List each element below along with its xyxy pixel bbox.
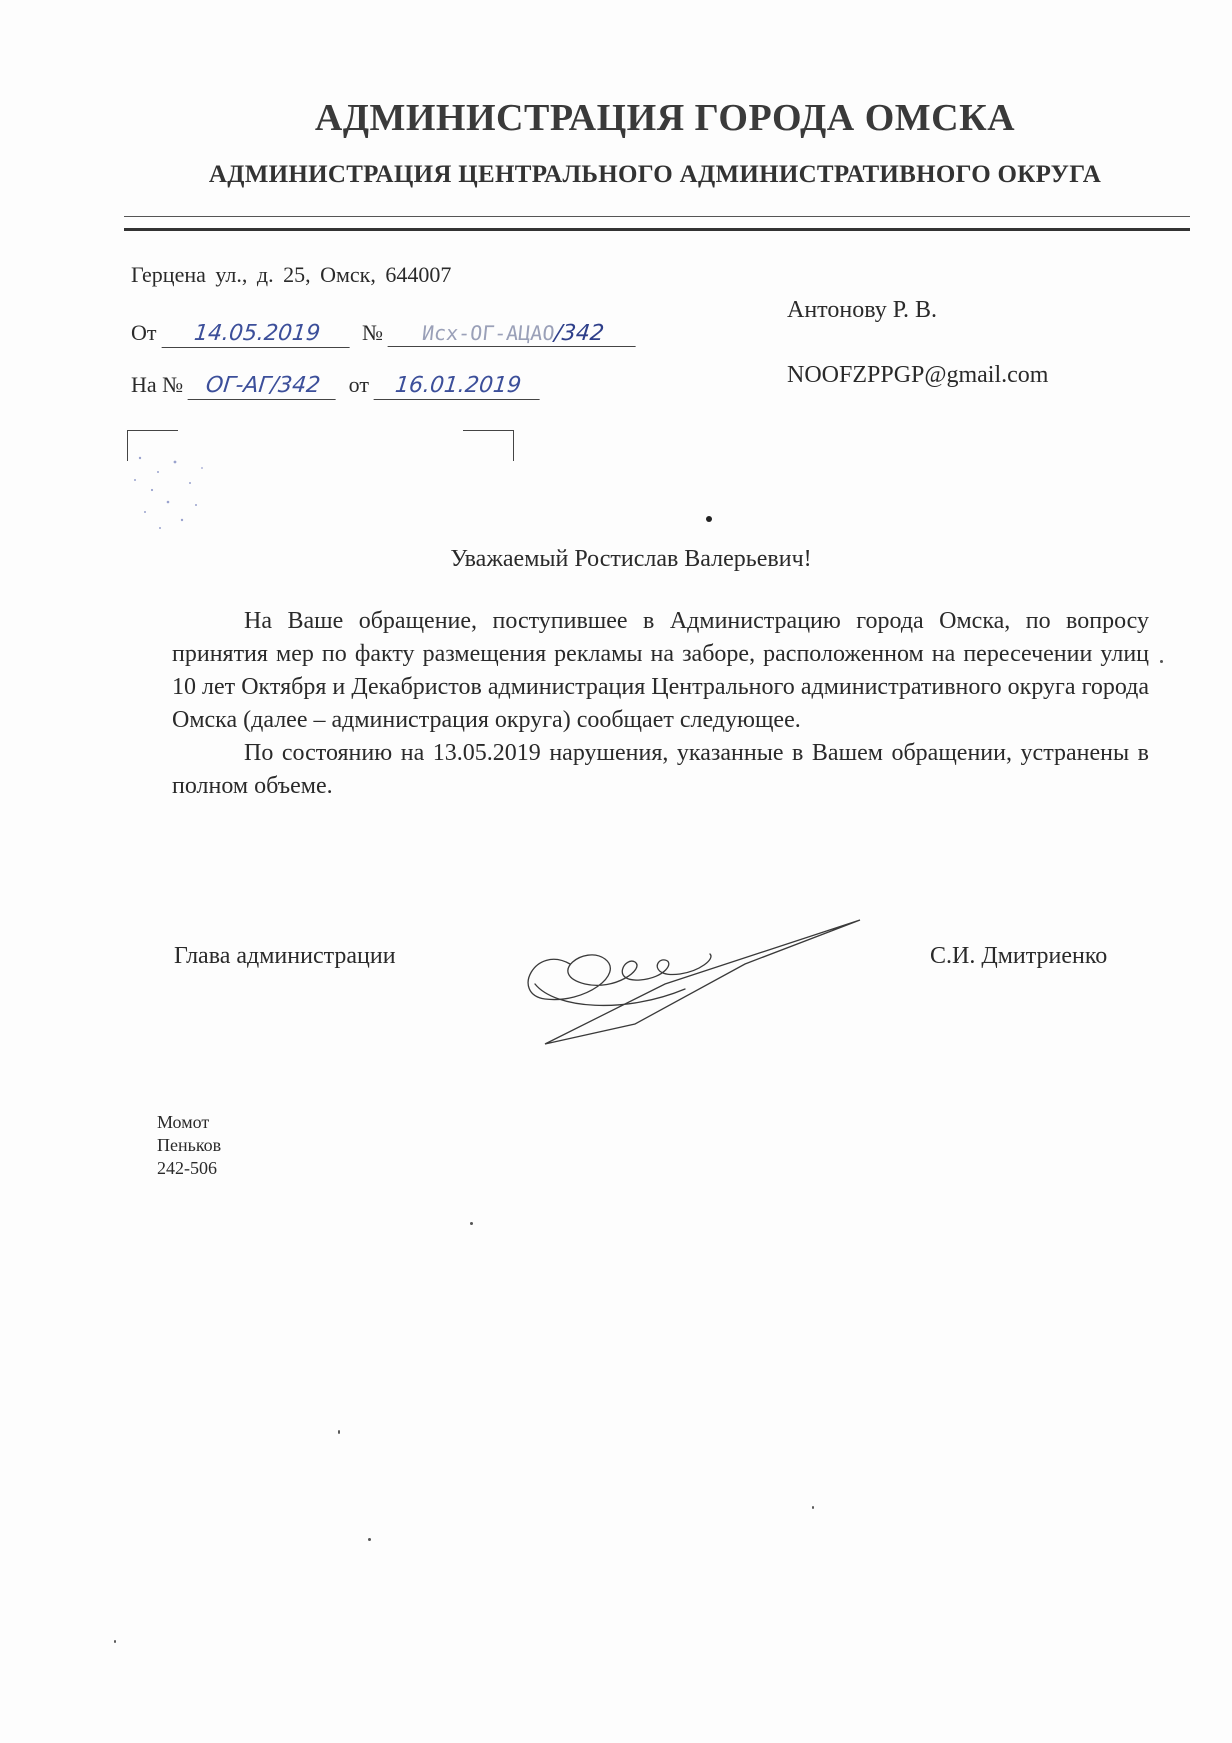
from-date-field: 14.05.2019 [161, 321, 352, 348]
paragraph-1: На Ваше обращение, поступившее в Администрацию города Омска, по вопросу принятия мер по факту размещения рекламы на заборе, расположенном на пересечении улиц 10 лет Октября и Декабристов администрация Центрального административного округа города Омска (далее – администрация округа) сообщает следующее. [172, 608, 1149, 733]
executor-2: Пеньков [157, 1135, 222, 1155]
handwritten-signature [515, 914, 865, 1054]
signatory-name: С.И. Дмитриенко [930, 943, 1108, 969]
greeting: Уважаемый Ростислав Валерьевич! [450, 546, 812, 572]
scan-speck [114, 1640, 116, 1643]
recipient-name: Антонову Р. В. [787, 297, 938, 323]
address-block-corner-right [463, 430, 514, 461]
reply-reference-line [131, 372, 541, 400]
scan-speck [812, 1506, 814, 1509]
reply-date-label: от [348, 372, 369, 397]
scan-noise-decoration [130, 450, 240, 540]
outgoing-number-stamp: Исх-ОГ-АЦАО [420, 321, 556, 345]
outgoing-reference-line [131, 320, 637, 348]
header-divider-thin [124, 216, 1190, 217]
executors-block [157, 1111, 221, 1180]
header-divider-thick [124, 228, 1190, 231]
signatory-position: Глава администрации [174, 943, 396, 969]
reply-label: На № [131, 372, 184, 397]
reply-number-field: ОГ-АГ/342 [188, 373, 339, 400]
org-subtitle: АДМИНИСТРАЦИЯ ЦЕНТРАЛЬНОГО АДМИНИСТРАТИВНОГО ОКРУГА [208, 161, 1102, 188]
outgoing-number-hand: /342 [553, 321, 606, 346]
executor-1: Момот [157, 1112, 210, 1132]
letter-body [172, 605, 1149, 803]
org-title: АДМИНИСТРАЦИЯ ГОРОДА ОМСКА [314, 97, 1016, 139]
recipient-email: NOOFZPPGP@gmail.com [787, 362, 1049, 388]
number-label: № [362, 320, 384, 345]
bullet-mark [706, 516, 712, 522]
outgoing-number-field [388, 320, 639, 347]
paragraph-2: По состоянию на 13.05.2019 нарушения, указанные в Вашем обращении, устранены в полном объеме. [172, 740, 1149, 799]
scan-speck [338, 1430, 340, 1434]
scan-speck [1160, 660, 1163, 663]
from-label: От [131, 320, 157, 345]
scan-speck [470, 1222, 473, 1225]
scan-speck [368, 1538, 371, 1541]
reply-date-field: 16.01.2019 [374, 373, 543, 400]
executor-phone: 242-506 [157, 1158, 217, 1178]
org-address: Герцена ул., д. 25, Омск, 644007 [131, 262, 452, 287]
